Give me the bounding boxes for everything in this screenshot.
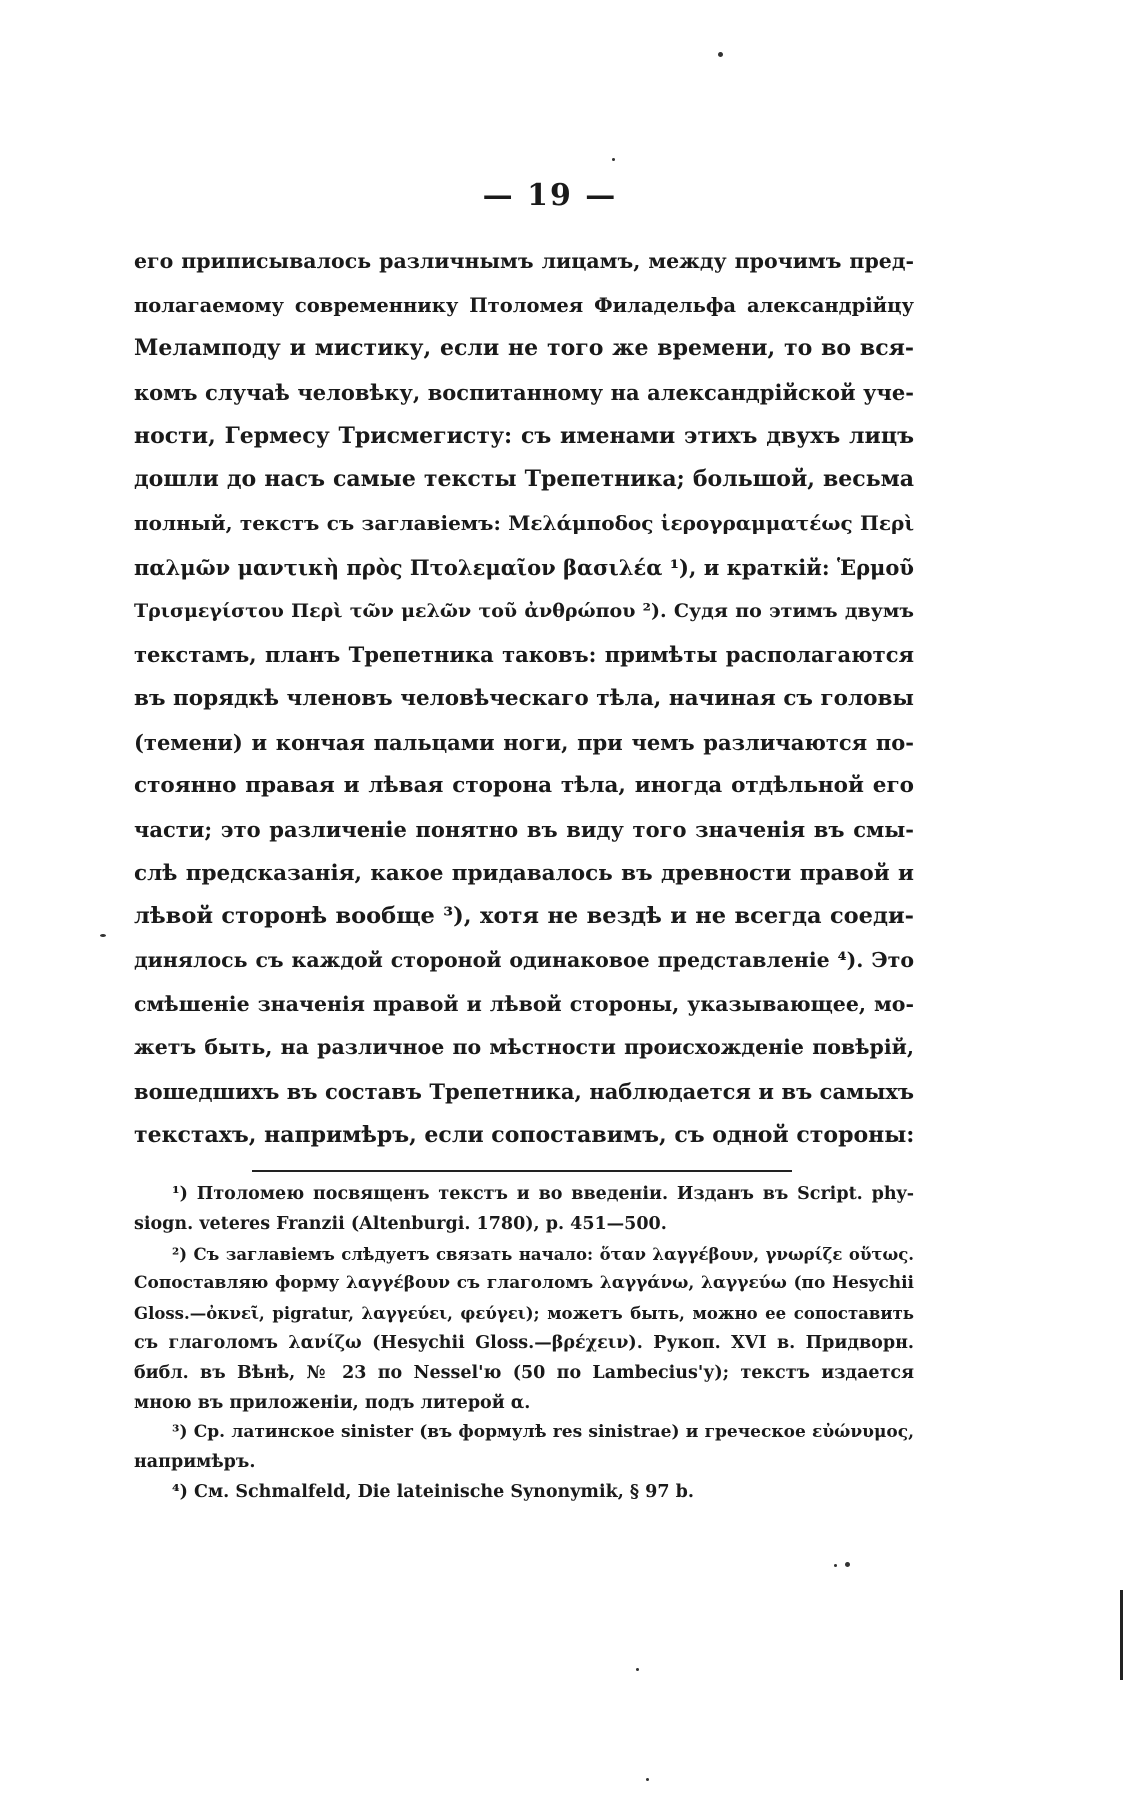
body-line: жетъ быть, на различное по мѣстности происхожденіе повѣрій, [134, 1035, 914, 1060]
footnote-line: съ глаголомъ λανίζω (Hesychii Gloss.—βρέχειν). Рукоп. XVI в. Придворн. [134, 1332, 914, 1353]
scan-speck [636, 1668, 639, 1671]
body-line: полный, текстъ съ заглавіемъ: Μελάμποδος ἱερογραμματέως Περὶ [134, 511, 914, 536]
body-line: ности, Гермесу Трисмегисту: съ именами этихъ двухъ лицъ [134, 422, 914, 449]
body-line: полагаемому современнику Птоломея Филадельфа александрійцу [134, 293, 914, 317]
footnote-line: siogn. veteres Franzii (Altenburgi. 1780), p. 451—500. [134, 1213, 667, 1234]
body-text [134, 240, 914, 1157]
scan-edge-mark [1120, 1590, 1123, 1680]
scan-speck [646, 1778, 649, 1781]
body-line: Меламподу и мистику, если не того же времени, то во вся- [134, 335, 914, 362]
body-line: лѣвой сторонѣ вообще ³), хотя не вездѣ и не всегда соеди- [134, 903, 914, 930]
body-line: текстахъ, напримѣръ, если сопоставимъ, съ одной стороны: [134, 1121, 915, 1148]
body-line: части; это различеніе понятно въ виду того значенія въ смы- [134, 816, 914, 842]
body-line: вошедшихъ въ составъ Трепетника, наблюдается и въ самыхъ [134, 1079, 914, 1105]
footnote-line: ³) Ср. латинское sinister (въ формулѣ res sinistrae) и греческое εὐώνυμος, [172, 1422, 914, 1443]
footnote-line: мною въ приложеніи, подъ литерой α. [134, 1392, 531, 1413]
body-line: стоянно правая и лѣвая сторона тѣла, иногда отдѣльной его [134, 773, 914, 799]
footnote-line: ²) Съ заглавіемъ слѣдуетъ связать начало: ὅταν λαγγέβουν, γνωρίζε οὕτως. [172, 1244, 914, 1264]
footnote-line: библ. въ Вѣнѣ, № 23 по Nessel'ю (50 по Lambecius'у); текстъ издается [134, 1362, 914, 1383]
body-line: динялось съ каждой стороной одинаковое представленіе ⁴). Это [134, 948, 914, 972]
body-line: въ порядкѣ членовъ человѣческаго тѣла, начиная съ головы [134, 685, 914, 711]
footnote-divider [252, 1170, 792, 1172]
footnote-line: напримѣръ. [134, 1452, 256, 1473]
scan-speck [845, 1562, 850, 1567]
body-line: комъ случаѣ человѣку, воспитанному на александрійской уче- [134, 380, 914, 406]
body-line: смѣшеніе значенія правой и лѣвой стороны, указывающее, мо- [134, 991, 914, 1016]
footnote-line: Gloss.—ὀκνεῖ, pigratur, λαγγεύει, φεύγει); можетъ быть, можно ее сопоставить [134, 1304, 914, 1324]
scan-speck [100, 934, 106, 937]
scan-speck [718, 52, 723, 57]
scan-speck [834, 1564, 837, 1567]
page-number: — 19 — [482, 178, 618, 213]
body-line: дошли до насъ самые тексты Трепетника; большой, весьма [134, 466, 914, 493]
footnote-line: ⁴) См. Schmalfeld, Die lateinische Synonymik, § 97 b. [172, 1481, 694, 1502]
body-line: Τρισμεγίστου Περὶ τῶν μελῶν τοῦ ἀνθρώπου ²). Судя по этимъ двумъ [134, 599, 914, 622]
footnote-line: ¹) Птоломею посвященъ текстъ и во введеніи. Изданъ въ Script. phy- [172, 1184, 914, 1204]
body-line: текстамъ, планъ Трепетника таковъ: примѣты располагаются [134, 642, 914, 668]
body-line: (темени) и кончая пальцами ноги, при чемъ различаются по- [134, 729, 914, 755]
body-line: слѣ предсказанія, какое придавалось въ древности правой и [134, 860, 914, 886]
footnote-line: Сопоставляю форму λαγγέβουν съ глаголомъ λαγγάνω, λαγγεύω (по Hesychii [134, 1273, 914, 1294]
body-line: παλμῶν μαντικὴ πρὸς Πτολεμαῖον βασιλέα ¹), и краткій: Ἑρμοῦ [134, 554, 914, 580]
scan-speck [612, 158, 615, 161]
body-line: его приписывалось различнымъ лицамъ, между прочимъ пред- [134, 249, 914, 273]
footnotes [134, 1180, 914, 1508]
